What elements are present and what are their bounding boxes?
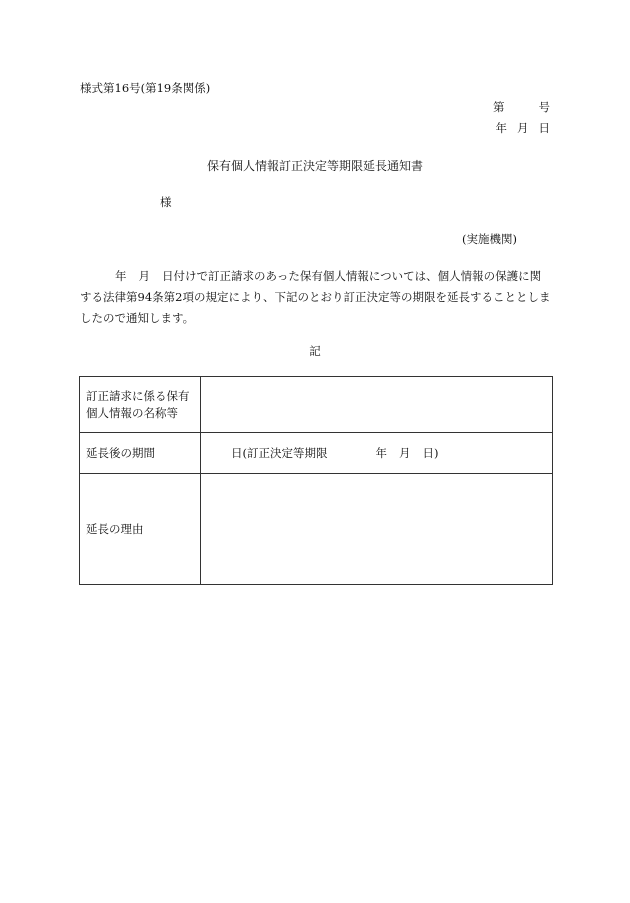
ki-heading: 記	[309, 344, 321, 358]
doc-date-month: 月	[517, 121, 529, 135]
row-label-target-info	[80, 377, 201, 433]
row-value-extension-reason	[201, 474, 553, 585]
doc-date-day: 日	[538, 121, 550, 135]
document-title: 保有個人情報訂正決定等期限延長通知書	[206, 159, 423, 173]
document-date	[496, 120, 551, 136]
agency-label: (実施機関)	[462, 232, 517, 246]
doc-number-dai: 第	[493, 100, 505, 114]
document-number	[493, 99, 550, 115]
body-paragraph	[80, 266, 552, 329]
period-month: 月	[399, 446, 411, 460]
row-label-extension-reason: 延長の理由	[80, 474, 201, 585]
period-prefix: 日(訂正決定等期限	[231, 446, 328, 460]
recipient-suffix: 様	[160, 195, 172, 209]
period-day: 日)	[422, 446, 439, 460]
row-value-target-info	[201, 377, 553, 433]
doc-date-year: 年	[495, 121, 507, 135]
body-text: 日付けで訂正請求のあった保有個人情報については、個人情報の保護に関する法律第94条第2項の規定により、下記のとおり訂正決定等の期限を延長することとしましたので通知します。	[80, 269, 551, 325]
table-row	[80, 433, 553, 474]
body-year: 年	[115, 269, 127, 283]
row-label-line: 訂正請求に係る保有	[86, 388, 190, 403]
row-value-extended-period	[201, 433, 553, 474]
form-number: 様式第16号(第19条関係)	[80, 81, 211, 95]
period-year: 年	[375, 446, 387, 460]
info-table	[79, 376, 553, 585]
table-row	[80, 377, 553, 433]
table-row	[80, 474, 553, 585]
row-label-extended-period: 延長後の期間	[80, 433, 201, 474]
doc-number-go: 号	[538, 100, 550, 114]
row-label-line: 個人情報の名称等	[86, 405, 178, 420]
body-month: 月	[138, 269, 150, 283]
